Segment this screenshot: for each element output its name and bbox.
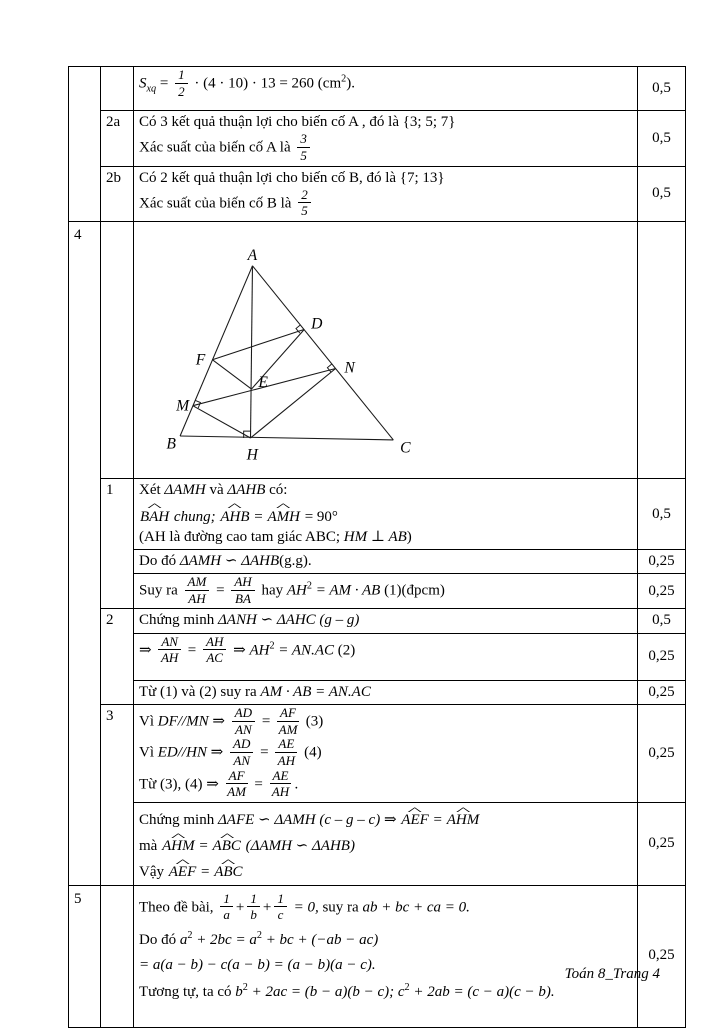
text-run: Chứng minh: [139, 811, 215, 828]
vertex-label-m: M: [176, 397, 190, 415]
segment-ah: [251, 266, 253, 438]
answer-line: [139, 981, 632, 1002]
vertex-label-h: H: [246, 446, 258, 464]
triangle-lines: [180, 266, 393, 440]
points-cell: 0,5: [638, 166, 686, 222]
fraction-denominator: a: [223, 907, 230, 923]
fraction: [297, 132, 310, 162]
text-run: =: [216, 582, 225, 599]
text-run: (1)(đpcm): [384, 582, 445, 599]
text-run: =: [201, 864, 210, 881]
text-run: suy ra: [322, 899, 359, 916]
content-cell: [134, 479, 638, 550]
text-run: hay: [261, 582, 284, 599]
superscript: 2: [404, 982, 410, 994]
text-run: +: [262, 899, 272, 916]
sub-question-cell: 2a: [101, 111, 134, 167]
answer-key-table: [68, 66, 686, 1028]
math-run: ΔANH ∽ ΔAHC (g – g): [217, 612, 360, 629]
points-cell: 0,25: [638, 704, 686, 802]
fraction-numerator: AH: [231, 575, 254, 591]
math-run: AH: [249, 642, 270, 659]
superscript: 2: [341, 73, 347, 85]
math-run: a: [179, 931, 188, 948]
sub-question-cell: [101, 222, 134, 479]
points-cell: 0,5: [638, 479, 686, 550]
fraction-numerator: AF: [226, 769, 248, 785]
fraction-numerator: 1: [274, 892, 287, 908]
text-run: Xác suất của biến cố B là: [139, 195, 292, 212]
superscript: 2: [187, 929, 193, 941]
fraction: [158, 635, 181, 665]
answer-line: [139, 576, 632, 606]
content-cell: [134, 802, 638, 885]
fraction-numerator: AN: [158, 635, 181, 651]
answer-line: [139, 805, 632, 830]
text-run: =: [261, 713, 271, 730]
text-run: ⇒: [206, 776, 219, 793]
segment-hm: [193, 406, 251, 438]
answer-line: Có 3 kết quả thuận lợi cho biến cố A , đó là {3; 5; 7}: [139, 114, 456, 130]
content-cell: [134, 67, 638, 111]
fraction-denominator: 5: [301, 203, 308, 219]
content-cell: [134, 111, 638, 167]
fraction: [231, 575, 254, 605]
text-run: ⇒: [139, 642, 152, 659]
text-run: Chứng minh: [139, 612, 215, 629]
math-run: + 2ac = (b − a)(b − c); c: [251, 984, 405, 1001]
math-run: ΔAFE ∽ ΔAMH (c – g – c): [217, 811, 381, 828]
fraction: [220, 892, 233, 922]
answer-line: [139, 704, 632, 737]
text-run: Do đó: [139, 931, 177, 948]
content-cell: [134, 680, 638, 704]
fraction-denominator: b: [250, 907, 257, 923]
table-row: [69, 549, 686, 573]
question-number-cell: 4: [69, 222, 101, 885]
points-cell: 0,25: [638, 802, 686, 885]
sub-question-cell: 1: [101, 479, 134, 609]
points-cell: 0,25: [638, 885, 686, 1027]
fraction-numerator: AM: [185, 575, 210, 591]
answer-line: [139, 481, 632, 500]
math-run: S: [139, 75, 147, 92]
fraction-denominator: AH: [277, 752, 296, 768]
sub-question-cell: 2: [101, 609, 134, 704]
angle-hat: ^ AEF: [168, 863, 198, 882]
table-row: [69, 111, 686, 167]
text-run: (3): [305, 713, 324, 730]
text-run: =: [260, 744, 269, 761]
points-cell: 0,5: [638, 111, 686, 167]
fraction: [185, 575, 210, 605]
vertex-label-f: F: [195, 351, 206, 369]
fraction: [247, 892, 260, 922]
text-run: Vì: [139, 744, 154, 761]
answer-line: [139, 611, 632, 630]
content-cell: [134, 166, 638, 222]
content-cell: [134, 704, 638, 802]
fraction-numerator: 2: [298, 188, 311, 204]
text-run: (4): [304, 744, 322, 761]
superscript: 2: [242, 982, 248, 994]
math-run: ab + bc + ca = 0.: [362, 899, 470, 916]
fraction-numerator: 1: [175, 68, 188, 84]
fraction-denominator: AH: [271, 784, 290, 800]
subscript: xq: [146, 83, 157, 95]
sub-question-cell: [101, 67, 134, 111]
text-run: · (4 · 10) · 13 = 260 (cm: [194, 75, 342, 92]
table-row: [69, 166, 686, 222]
text-run: Do đó: [139, 552, 177, 569]
table-row: [69, 479, 686, 550]
text-run: Từ (3), (4): [139, 776, 203, 793]
vertex-label-e: E: [258, 374, 268, 392]
table-row: [69, 633, 686, 680]
math-run: = a(a − b) − c(a − b) = (a − b)(a − c).: [139, 957, 376, 974]
superscript: 2: [306, 580, 312, 592]
page-footer: Toán 8_Trang 4: [564, 966, 660, 982]
fraction: [232, 706, 255, 736]
points-cell: [638, 222, 686, 479]
text-run: Vì: [139, 713, 154, 730]
math-run: AH: [286, 582, 307, 599]
fraction-denominator: AM: [227, 784, 246, 800]
answer-line: [139, 502, 632, 527]
points-cell: 0,25: [638, 633, 686, 680]
answer-line: [139, 633, 632, 666]
fraction-denominator: c: [277, 907, 284, 923]
answer-line: [139, 69, 632, 99]
text-run: Suy ra: [139, 582, 178, 599]
math-run: ΔAMH: [164, 482, 206, 499]
angle-hat: ^ AHM: [161, 837, 196, 856]
answer-line: [139, 831, 632, 856]
text-run: Theo đề bài,: [139, 899, 214, 916]
segment-ef: [212, 360, 251, 389]
answer-line: [139, 929, 632, 950]
content-cell: [134, 222, 638, 479]
text-run: .: [294, 776, 299, 793]
math-run: ΔAHB: [227, 482, 266, 499]
math-run: = 0,: [293, 899, 319, 916]
text-run: Xác suất của biến cố A là: [139, 139, 291, 156]
fraction: [226, 769, 248, 799]
fraction: [203, 635, 226, 665]
points-cell: 0,25: [638, 680, 686, 704]
fraction-denominator: AM: [278, 721, 298, 737]
fraction: [277, 706, 299, 736]
table-row: [69, 885, 686, 1027]
text-run: Vậy: [139, 864, 164, 881]
points-cell: 0,25: [638, 549, 686, 573]
fraction-numerator: AE: [275, 737, 297, 753]
segment-bc: [180, 436, 393, 440]
angle-hat: ^ AEF: [400, 811, 430, 830]
geometry-figure: [139, 225, 632, 469]
math-run: ΔAMH ∽ ΔAHB: [179, 552, 280, 569]
points-cell: 0,5: [638, 67, 686, 111]
content-cell: [134, 609, 638, 633]
segment-ac: [252, 266, 393, 440]
content-cell: [134, 885, 638, 1027]
text-run: (AH là đường cao tam giác ABC;: [139, 528, 341, 545]
fraction-numerator: AD: [232, 706, 255, 722]
vertex-label-a: A: [247, 247, 258, 265]
text-run: =: [254, 776, 263, 793]
math-run: + bc + (−ab − ac): [265, 931, 379, 948]
math-run: ED//HN: [157, 744, 207, 761]
text-run: ⇒: [210, 744, 224, 761]
fraction-denominator: BA: [235, 590, 251, 606]
angle-hat: ^ BAH: [139, 508, 170, 527]
math-run: (ΔAMH ∽ ΔAHB): [245, 838, 355, 855]
table-row: [69, 222, 686, 479]
text-run: Xét: [139, 482, 161, 499]
fraction-denominator: AC: [206, 650, 223, 666]
math-run: + 2ab = (c − a)(c − b).: [413, 984, 555, 1001]
text-run: mà: [139, 838, 158, 855]
answer-line: Có 2 kết quả thuận lợi cho biến cố B, đó là {7; 13}: [139, 169, 445, 186]
sub-question-cell: [101, 885, 134, 1027]
fraction-numerator: 1: [220, 892, 233, 908]
math-run: HM ⊥ AB: [343, 528, 407, 545]
text-run: Tương tự, ta có: [139, 984, 232, 1001]
text-run: ): [406, 528, 412, 545]
math-run: DF//MN: [157, 713, 209, 730]
fraction: [270, 769, 292, 799]
answer-line: [139, 738, 632, 768]
math-run: chung;: [173, 508, 216, 525]
angle-hat: ^ ABC: [212, 837, 242, 856]
vertex-label-b: B: [166, 435, 176, 453]
fraction-numerator: AE: [270, 769, 292, 785]
content-cell: [134, 633, 638, 680]
points-cell: 0,5: [638, 609, 686, 633]
fraction: [298, 188, 311, 218]
answer-line: [139, 133, 632, 163]
fraction-numerator: AH: [203, 635, 226, 651]
math-run: b: [235, 984, 243, 1001]
fraction-denominator: AH: [188, 590, 206, 606]
table-row: [69, 704, 686, 802]
text-run: (g.g).: [279, 552, 312, 569]
superscript: 2: [256, 929, 262, 941]
content-cell: [134, 574, 638, 609]
segment-ab: [180, 266, 252, 436]
points-cell: 0,25: [638, 574, 686, 609]
table-row: [69, 67, 686, 111]
question-number-cell: 5: [69, 885, 101, 1027]
math-run: + 2bc = a: [196, 931, 257, 948]
fraction-numerator: 1: [247, 892, 260, 908]
text-run: =: [187, 642, 197, 659]
answer-line: [139, 528, 632, 547]
text-run: ⇒: [212, 713, 225, 730]
vertex-label-d: D: [311, 315, 323, 333]
fraction-numerator: 3: [297, 132, 310, 148]
angle-hat: ^ ABC: [213, 863, 243, 882]
text-run: =: [199, 838, 208, 855]
fraction-denominator: 5: [300, 147, 307, 163]
fraction: [175, 68, 188, 98]
sub-question-cell: 2b: [101, 166, 134, 222]
fraction-denominator: AH: [160, 650, 179, 666]
angle-hat: ^ AHB: [219, 508, 250, 527]
fraction-numerator: AD: [230, 737, 253, 753]
angle-hat: ^ AHM: [446, 811, 481, 830]
content-cell: [134, 549, 638, 573]
fraction: [275, 737, 297, 767]
fraction-denominator: 2: [178, 83, 185, 99]
table-row: [69, 802, 686, 885]
fraction-denominator: AN: [235, 721, 252, 737]
text-run: ).: [346, 75, 355, 92]
vertex-labels: [166, 247, 411, 464]
sub-question-cell: 3: [101, 704, 134, 885]
fraction-numerator: AF: [277, 706, 299, 722]
text-run: Từ (1) và (2) suy ra: [139, 683, 257, 700]
answer-line: [139, 552, 632, 571]
answer-line: [139, 186, 632, 219]
text-run: ⇒: [383, 811, 397, 828]
fraction: [230, 737, 253, 767]
text-run: có:: [269, 482, 288, 499]
fraction-denominator: AN: [233, 752, 251, 768]
answer-line: [139, 767, 632, 800]
fraction: [274, 892, 287, 922]
text-run: =: [159, 75, 169, 92]
answer-line: [139, 890, 632, 923]
text-run: và: [209, 482, 224, 499]
text-run: =: [254, 508, 263, 525]
vertex-label-n: N: [344, 359, 355, 377]
math-run: = AM · AB: [315, 582, 381, 599]
table-row: [69, 680, 686, 704]
text-run: =: [433, 811, 442, 828]
superscript: 2: [269, 640, 275, 652]
text-run: (2): [337, 642, 356, 659]
math-run: AM · AB = AN.AC: [260, 683, 371, 700]
table-row: [69, 609, 686, 633]
text-run: = 90°: [304, 508, 338, 525]
math-run: = AN.AC: [278, 642, 334, 659]
text-run: ⇒: [233, 642, 246, 659]
question-number-cell: [69, 67, 101, 222]
angle-hat: ^ AMH: [266, 508, 301, 527]
figure-container: [139, 223, 632, 477]
answer-line: [139, 857, 632, 882]
table-row: [69, 574, 686, 609]
answer-line: [139, 683, 632, 702]
text-run: +: [235, 899, 245, 916]
vertex-label-c: C: [400, 439, 411, 457]
